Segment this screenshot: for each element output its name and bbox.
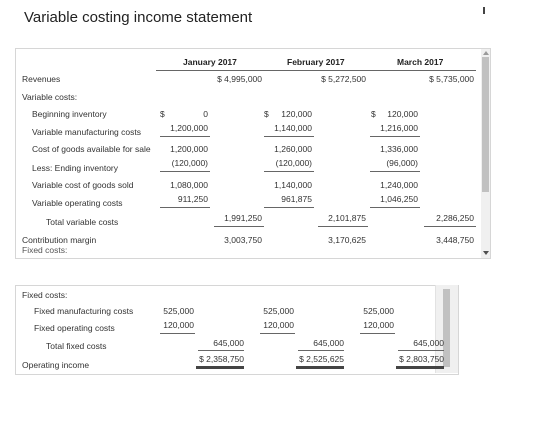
scrollbar-thumb[interactable] bbox=[482, 57, 489, 192]
variable-operating-mar: 1,046,250 bbox=[380, 194, 418, 204]
beginning-inventory-jan: 0 bbox=[203, 109, 208, 119]
revenues-label: Revenues bbox=[22, 74, 61, 84]
column-header-march: March 2017 bbox=[397, 57, 444, 67]
fixed-operating-mar: 120,000 bbox=[363, 320, 394, 330]
double-underline bbox=[196, 366, 244, 369]
goods-available-mar: 1,336,000 bbox=[380, 144, 418, 154]
contribution-margin-label: Contribution margin bbox=[22, 235, 97, 245]
column-header-january: January 2017 bbox=[183, 57, 237, 67]
beginning-inventory-feb: 120,000 bbox=[281, 109, 312, 119]
revenues-mar: $ 5,735,000 bbox=[429, 74, 474, 84]
subtotal-rule bbox=[264, 171, 314, 172]
contribution-margin-mar: 3,448,750 bbox=[436, 235, 474, 245]
fixed-operating-feb: 120,000 bbox=[263, 320, 294, 330]
total-variable-jan: 1,991,250 bbox=[224, 213, 262, 223]
variable-manufacturing-label: Variable manufacturing costs bbox=[32, 127, 141, 137]
variable-operating-label: Variable operating costs bbox=[32, 198, 123, 208]
subtotal-rule bbox=[360, 333, 395, 334]
fixed-costs-label: Fixed costs: bbox=[22, 290, 68, 300]
vertical-scrollbar[interactable] bbox=[481, 49, 490, 258]
beginning-inventory-mar: 120,000 bbox=[387, 109, 418, 119]
total-variable-feb: 2,101,875 bbox=[328, 213, 366, 223]
subtotal-rule bbox=[160, 333, 195, 334]
cogs-label: Variable cost of goods sold bbox=[32, 180, 134, 190]
ending-inventory-jan: (120,000) bbox=[171, 158, 208, 168]
scrollbar-thumb[interactable] bbox=[443, 289, 450, 367]
subtotal-rule bbox=[370, 207, 420, 208]
total-rule bbox=[424, 226, 476, 227]
total-fixed-jan: 645,000 bbox=[213, 338, 244, 348]
ending-inventory-mar: (96,000) bbox=[386, 158, 418, 168]
contribution-margin-feb: 3,170,625 bbox=[328, 235, 366, 245]
variable-manufacturing-mar: 1,216,000 bbox=[380, 123, 418, 133]
cogs-feb: 1,140,000 bbox=[274, 180, 312, 190]
subtotal-rule bbox=[264, 207, 314, 208]
ending-inventory-feb: (120,000) bbox=[275, 158, 312, 168]
ending-inventory-label: Less: Ending inventory bbox=[32, 163, 118, 173]
fixed-manufacturing-feb: 525,000 bbox=[263, 306, 294, 316]
clipped-row-label: Fixed costs: bbox=[22, 245, 68, 255]
header-rule bbox=[156, 70, 476, 71]
page-title: Variable costing income statement bbox=[24, 9, 253, 26]
revenues-jan: $ 4,995,000 bbox=[217, 74, 262, 84]
currency-symbol: $ bbox=[264, 109, 269, 119]
fixed-manufacturing-jan: 525,000 bbox=[163, 306, 194, 316]
subtotal-rule bbox=[264, 136, 314, 137]
currency-symbol: $ bbox=[160, 109, 165, 119]
total-rule bbox=[298, 350, 344, 351]
goods-available-label: Cost of goods available for sale bbox=[32, 144, 151, 154]
total-rule bbox=[198, 350, 244, 351]
variable-manufacturing-jan: 1,200,000 bbox=[170, 123, 208, 133]
operating-income-label: Operating income bbox=[22, 360, 90, 370]
total-variable-mar: 2,286,250 bbox=[436, 213, 474, 223]
double-underline bbox=[296, 366, 344, 369]
operating-income-jan: $ 2,358,750 bbox=[199, 354, 244, 364]
scroll-up-arrow-icon[interactable] bbox=[483, 51, 489, 55]
fixed-manufacturing-label: Fixed manufacturing costs bbox=[34, 306, 134, 316]
cogs-mar: 1,240,000 bbox=[380, 180, 418, 190]
fixed-operating-jan: 120,000 bbox=[163, 320, 194, 330]
beginning-inventory-label: Beginning inventory bbox=[32, 109, 107, 119]
window-control-dash[interactable] bbox=[483, 7, 485, 14]
total-fixed-mar: 645,000 bbox=[413, 338, 444, 348]
variable-operating-jan: 911,250 bbox=[177, 194, 208, 204]
subtotal-rule bbox=[160, 171, 210, 172]
total-rule bbox=[318, 226, 368, 227]
subtotal-rule bbox=[160, 136, 210, 137]
subtotal-rule bbox=[160, 207, 210, 208]
total-fixed-label: Total fixed costs bbox=[46, 341, 107, 351]
total-variable-label: Total variable costs bbox=[46, 217, 119, 227]
total-rule bbox=[214, 226, 264, 227]
total-rule bbox=[398, 350, 444, 351]
subtotal-rule bbox=[370, 136, 420, 137]
operating-income-feb: $ 2,525,625 bbox=[299, 354, 344, 364]
subtotal-rule bbox=[370, 171, 420, 172]
variable-operating-feb: 961,875 bbox=[281, 194, 312, 204]
subtotal-rule bbox=[260, 333, 295, 334]
contribution-margin-jan: 3,003,750 bbox=[224, 235, 262, 245]
variable-manufacturing-feb: 1,140,000 bbox=[274, 123, 312, 133]
operating-income-mar: $ 2,803,750 bbox=[399, 354, 444, 364]
cogs-jan: 1,080,000 bbox=[170, 180, 208, 190]
variable-costs-label: Variable costs: bbox=[22, 92, 78, 102]
fixed-manufacturing-mar: 525,000 bbox=[363, 306, 394, 316]
goods-available-jan: 1,200,000 bbox=[170, 144, 208, 154]
column-header-february: February 2017 bbox=[287, 57, 345, 67]
revenues-feb: $ 5,272,500 bbox=[321, 74, 366, 84]
scroll-down-arrow-icon[interactable] bbox=[483, 251, 489, 255]
total-fixed-feb: 645,000 bbox=[313, 338, 344, 348]
fixed-operating-label: Fixed operating costs bbox=[34, 323, 115, 333]
double-underline bbox=[396, 366, 444, 369]
currency-symbol: $ bbox=[371, 109, 376, 119]
goods-available-feb: 1,260,000 bbox=[274, 144, 312, 154]
